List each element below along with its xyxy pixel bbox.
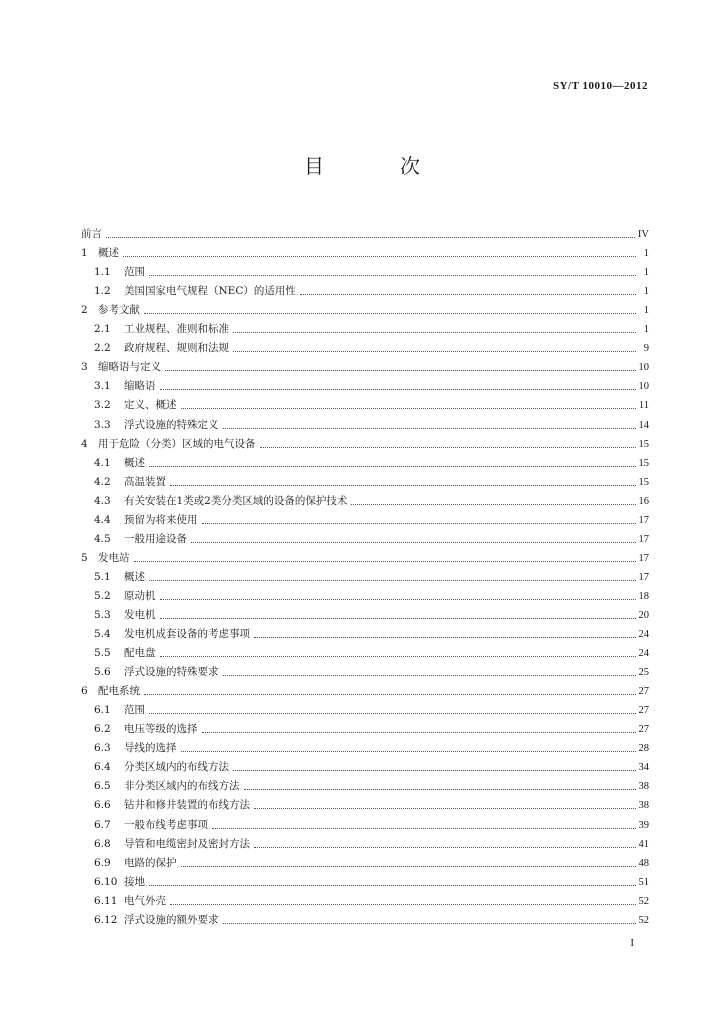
toc-entry[interactable]: [81, 622, 649, 641]
toc-entry[interactable]: [81, 565, 649, 584]
toc-entry-number: 3.3: [94, 418, 111, 431]
toc-entry-label: 配电系统: [98, 685, 140, 698]
toc-entry[interactable]: [81, 603, 649, 622]
toc-entry-label: 发电站: [98, 551, 130, 564]
toc-entry-label: 分类区域内的布线方法: [124, 761, 229, 774]
toc-dot-leader: [223, 428, 636, 429]
toc-dot-leader: [212, 828, 636, 829]
toc-entry-label: 范围: [124, 266, 145, 279]
toc-entry-number: 5.1: [94, 570, 111, 583]
toc-dot-leader: [170, 485, 636, 486]
toc-title: 目 次: [304, 154, 448, 178]
toc-entry-number: 4: [81, 437, 88, 450]
toc-entry[interactable]: [81, 336, 649, 355]
toc-entry[interactable]: [81, 908, 649, 927]
toc-entry[interactable]: [81, 279, 649, 298]
toc-entry-number: 5: [81, 551, 88, 564]
toc-entry-label: 配电盘: [124, 647, 156, 660]
toc-entry-page: 10: [638, 381, 649, 393]
toc-entry-number: 6.12: [94, 913, 118, 926]
toc-entry-number: 3.2: [94, 399, 111, 412]
toc-dot-leader: [165, 370, 636, 371]
toc-entry[interactable]: [81, 641, 649, 660]
toc-dot-leader: [191, 542, 636, 543]
toc-entry-label: 原动机: [124, 589, 156, 602]
toc-dot-leader: [144, 694, 636, 695]
toc-entry[interactable]: [81, 660, 649, 679]
toc-dot-leader: [160, 618, 636, 619]
toc-entry-page: 17: [638, 514, 649, 526]
toc-entry-number: 6.11: [94, 894, 118, 907]
toc-dot-leader: [160, 599, 636, 600]
toc-entry-page: 27: [638, 686, 649, 698]
toc-entry-page: 10: [638, 362, 649, 374]
toc-dot-leader: [351, 504, 635, 505]
toc-entry-label: 概述: [124, 570, 145, 583]
toc-entry-label: 电压等级的选择: [124, 723, 198, 736]
toc-dot-leader: [149, 466, 636, 467]
toc-entry-number: 4.5: [94, 532, 111, 545]
toc-entry-number: 6.6: [94, 799, 111, 812]
toc-entry[interactable]: [81, 489, 649, 508]
toc-entry-label: 政府规程、规则和法规: [124, 342, 229, 355]
toc-entry[interactable]: [81, 546, 649, 565]
toc-dot-leader: [254, 808, 636, 809]
toc-entry-label: 范围: [124, 704, 145, 717]
toc-entry[interactable]: [81, 793, 649, 812]
toc-entry[interactable]: [81, 851, 649, 870]
toc-entry-page: 1: [643, 305, 649, 317]
toc-entry[interactable]: [81, 889, 649, 908]
toc-entry-label: 定义、概述: [124, 399, 177, 412]
toc-entry-page: 14: [638, 419, 649, 431]
toc-dot-leader: [149, 885, 636, 886]
toc-entry-number: 4.3: [94, 494, 111, 507]
toc-entry-label: 工业规程、准则和标准: [124, 323, 229, 336]
toc-entry-label: 发电机: [124, 608, 156, 621]
toc-entry-number: 5.4: [94, 628, 111, 641]
toc-entry-label: 缩略语: [124, 380, 156, 393]
toc-dot-leader: [260, 447, 636, 448]
toc-entry-number: 6.10: [94, 875, 118, 888]
toc-entry-label: 预留为将来使用: [124, 513, 198, 526]
toc-entry[interactable]: [81, 432, 649, 451]
document-code: SY/T 10010—2012: [552, 80, 648, 92]
toc-dot-leader: [233, 351, 636, 352]
toc-entry-number: 6.1: [94, 704, 111, 717]
toc-entry-page: 18: [638, 590, 649, 602]
toc-entry[interactable]: [81, 698, 649, 717]
toc-entry-number: 6.7: [94, 818, 111, 831]
toc-entry-number: 6.2: [94, 723, 111, 736]
toc-entry-page: 17: [638, 552, 649, 564]
toc-dot-leader: [181, 751, 636, 752]
toc-entry-label: 非分类区域内的布线方法: [124, 780, 240, 793]
toc-dot-leader: [254, 637, 636, 638]
toc-entry[interactable]: [81, 451, 649, 470]
toc-entry-page: 15: [638, 476, 649, 488]
table-of-contents: [81, 222, 649, 927]
toc-entry[interactable]: [81, 355, 649, 374]
toc-entry-page: 41: [638, 838, 649, 850]
toc-entry-label: 导线的选择: [124, 742, 177, 755]
toc-dot-leader: [202, 732, 636, 733]
toc-entry-page: 1: [643, 248, 649, 260]
toc-dot-leader: [160, 656, 636, 657]
toc-entry[interactable]: [81, 298, 649, 317]
toc-entry-label: 钻井和修井装置的布线方法: [124, 799, 250, 812]
toc-entry-page: 16: [638, 495, 649, 507]
toc-dot-leader: [223, 675, 636, 676]
toc-dot-leader: [134, 561, 636, 562]
toc-entry[interactable]: [81, 317, 649, 336]
toc-dot-leader: [170, 904, 636, 905]
toc-dot-leader: [300, 294, 636, 295]
toc-dot-leader: [254, 847, 636, 848]
toc-entry-page: 48: [638, 857, 649, 869]
toc-entry-number: 5.3: [94, 608, 111, 621]
toc-dot-leader: [160, 389, 636, 390]
toc-entry-label: 美国国家电气规程（NEC）的适用性: [124, 285, 296, 298]
toc-entry-label: 概述: [124, 456, 145, 469]
toc-dot-leader: [144, 313, 636, 314]
toc-entry[interactable]: [81, 717, 649, 736]
toc-entry-label: 浮式设施的特殊要求: [124, 666, 219, 679]
toc-entry-number: 6.8: [94, 837, 111, 850]
toc-entry-label: 缩略语与定义: [98, 361, 161, 374]
toc-entry-number: 2.1: [94, 323, 111, 336]
toc-entry-page: 24: [638, 648, 649, 660]
toc-entry-label: 浮式设施的额外要求: [124, 913, 219, 926]
toc-entry[interactable]: [81, 508, 649, 527]
toc-entry-page: 15: [638, 457, 649, 469]
toc-entry-number: 4.2: [94, 475, 111, 488]
toc-dot-leader: [149, 713, 636, 714]
toc-entry-label: 用于危险（分类）区域的电气设备: [98, 437, 256, 450]
toc-entry-number: 6.4: [94, 761, 111, 774]
toc-entry-page: 25: [638, 667, 649, 679]
toc-entry-page: IV: [637, 229, 649, 241]
toc-entry-page: 34: [638, 762, 649, 774]
toc-entry-page: 15: [638, 438, 649, 450]
toc-entry-number: 6.5: [94, 780, 111, 793]
toc-dot-leader: [149, 580, 636, 581]
toc-dot-leader: [106, 237, 635, 238]
toc-entry[interactable]: [81, 832, 649, 851]
toc-entry-number: 6: [81, 685, 88, 698]
toc-entry-page: 20: [638, 609, 649, 621]
toc-entry-label: 概述: [98, 247, 119, 260]
toc-entry-label: 发电机成套设备的考虑事项: [124, 628, 250, 641]
toc-entry[interactable]: [81, 679, 649, 698]
toc-entry-page: 27: [638, 705, 649, 717]
toc-entry[interactable]: [81, 584, 649, 603]
toc-entry-label: 接地: [124, 875, 145, 888]
toc-entry-page: 38: [638, 781, 649, 793]
toc-entry-page: 17: [638, 533, 649, 545]
toc-entry-number: 1: [81, 247, 88, 260]
toc-dot-leader: [202, 523, 636, 524]
toc-entry-page: 17: [638, 571, 649, 583]
toc-entry-page: 24: [638, 629, 649, 641]
toc-entry-page: 52: [638, 895, 649, 907]
toc-entry[interactable]: [81, 736, 649, 755]
toc-entry-label: 参考文献: [98, 304, 140, 317]
toc-entry-number: 1.1: [94, 266, 111, 279]
toc-entry-label: 一般用途设备: [124, 532, 187, 545]
toc-entry-number: 2: [81, 304, 88, 317]
toc-dot-leader: [123, 256, 636, 257]
toc-entry-page: 51: [638, 876, 649, 888]
toc-entry-number: 3: [81, 361, 88, 374]
toc-entry-page: 9: [643, 343, 649, 355]
toc-dot-leader: [244, 789, 636, 790]
toc-entry-page: 1: [643, 286, 649, 298]
toc-entry-label: 一般布线考虑事项: [124, 818, 208, 831]
toc-entry-label: 浮式设施的特殊定义: [124, 418, 219, 431]
toc-entry-number: 5.6: [94, 666, 111, 679]
toc-entry-label: 导管和电缆密封及密封方法: [124, 837, 250, 850]
page-number: I: [630, 937, 634, 949]
toc-dot-leader: [233, 770, 636, 771]
toc-entry-label: 有关安装在1类或2类分类区域的设备的保护技术: [124, 494, 348, 507]
toc-entry[interactable]: [81, 755, 649, 774]
toc-entry[interactable]: [81, 870, 649, 889]
toc-entry[interactable]: [81, 412, 649, 431]
toc-entry-number: 1.2: [94, 285, 111, 298]
toc-entry-number: 3.1: [94, 380, 111, 393]
toc-entry-number: 6.9: [94, 856, 111, 869]
toc-entry[interactable]: [81, 774, 649, 793]
toc-entry-page: 52: [638, 914, 649, 926]
toc-entry-label: 前言: [81, 228, 102, 241]
toc-entry-page: 38: [638, 800, 649, 812]
toc-entry-number: 4.1: [94, 456, 111, 469]
toc-dot-leader: [223, 923, 636, 924]
toc-entry-label: 电路的保护: [124, 856, 177, 869]
toc-entry-page: 27: [638, 724, 649, 736]
toc-entry-number: 6.3: [94, 742, 111, 755]
toc-entry[interactable]: [81, 241, 649, 260]
toc-entry-label: 电气外壳: [124, 894, 166, 907]
toc-entry-page: 28: [638, 743, 649, 755]
toc-entry-page: 39: [638, 819, 649, 831]
toc-entry[interactable]: [81, 527, 649, 546]
toc-dot-leader: [149, 275, 636, 276]
toc-entry[interactable]: [81, 470, 649, 489]
toc-entry-page: 11: [638, 400, 649, 412]
toc-entry-number: 4.4: [94, 513, 111, 526]
toc-entry-page: 1: [643, 324, 649, 336]
toc-entry[interactable]: [81, 222, 649, 241]
toc-entry-number: 5.2: [94, 589, 111, 602]
toc-entry-label: 高温装置: [124, 475, 166, 488]
toc-entry-number: 5.5: [94, 647, 111, 660]
toc-entry[interactable]: [81, 260, 649, 279]
toc-entry[interactable]: [81, 374, 649, 393]
toc-entry-number: 2.2: [94, 342, 111, 355]
toc-dot-leader: [233, 332, 636, 333]
toc-dot-leader: [181, 408, 636, 409]
toc-dot-leader: [181, 866, 636, 867]
toc-entry-page: 1: [643, 267, 649, 279]
toc-entry[interactable]: [81, 812, 649, 831]
toc-entry[interactable]: [81, 393, 649, 412]
